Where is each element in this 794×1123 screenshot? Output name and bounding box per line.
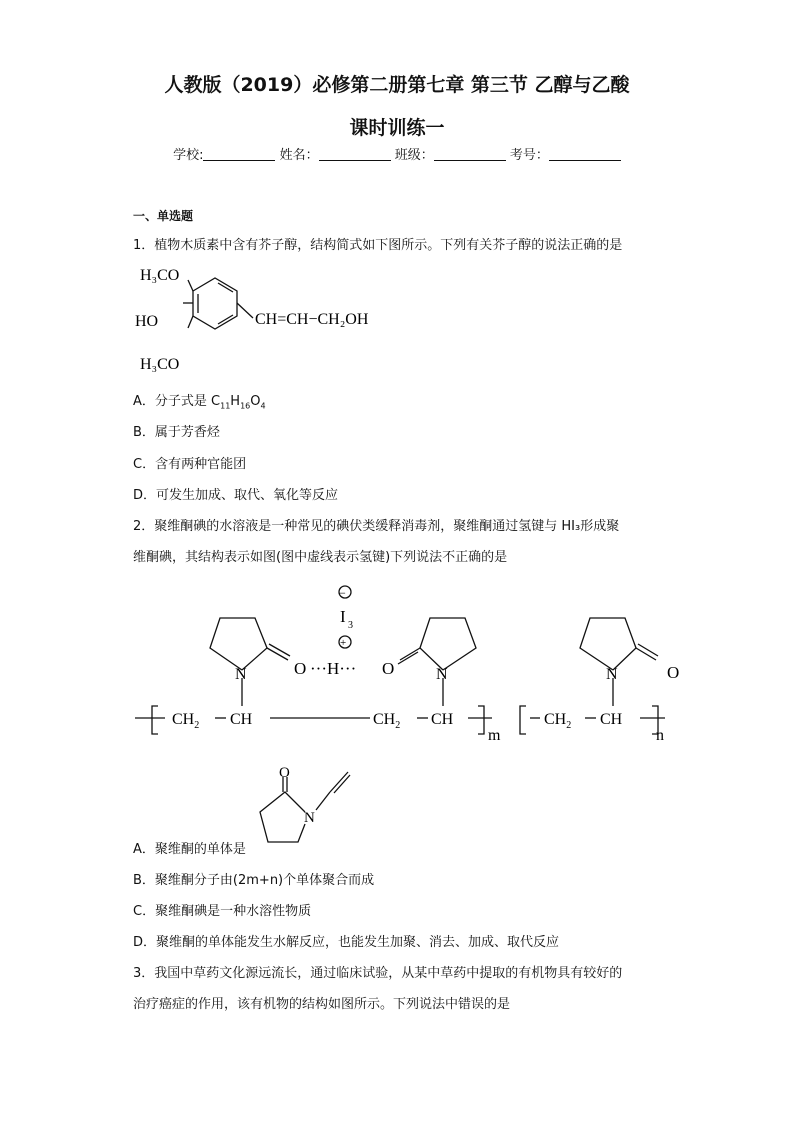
- question-3-stem-line2: 治疗癌症的作用，该有机物的结构如图所示。下列说法中错误的是: [133, 997, 511, 1012]
- ch2-a: $CH_2$: [172, 711, 200, 731]
- ring-n-3: N: [606, 666, 618, 683]
- q1-option-a-sub-c: 11: [220, 401, 231, 411]
- question-2-stem-line1: 2．聚维酮碘的水溶液是一种常见的碘伏类缓释消毒剂，聚维酮通过氢键与 HI₃形成聚: [133, 519, 620, 534]
- q1-option-a-sub-o: 4: [260, 401, 266, 411]
- carbonyl-o-2: O: [382, 659, 395, 678]
- monomer-n: N: [304, 810, 315, 826]
- subscript-n: n: [656, 727, 664, 744]
- carbonyl-o-3: O: [667, 663, 680, 682]
- q1-option-a-sub-h: 16: [240, 401, 251, 411]
- question-2-stem-line2: 维酮碘，其结构表示如图(图中虚线表示氢键)下列说法不正确的是: [133, 550, 508, 565]
- ch-a: CH: [230, 711, 253, 728]
- ring-3: [580, 618, 636, 670]
- question-3-stem-line1: 3．我国中草药文化源远流长，通过临床试验，从某中草药中提取的有机物具有较好的: [133, 966, 623, 981]
- methoxy-top: H₃CO: [140, 267, 180, 284]
- question-1-stem: 1．植物木质素中含有芥子醇，结构简式如下图所示。下列有关芥子醇的说法正确的是: [133, 238, 623, 253]
- iodide-minus-sign: −: [339, 586, 346, 600]
- q1-option-b[interactable]: B．属于芳香烃: [133, 425, 220, 440]
- ch-b: CH: [431, 711, 454, 728]
- page-title: 人教版（2019）必修第二册第七章 第三节 乙醇与乙酸: [164, 74, 630, 96]
- student-info-line: [0, 144, 794, 163]
- exam-no-blank: [549, 147, 621, 161]
- iodine-subscript: 3: [348, 620, 353, 631]
- ch2-b: $CH_2$: [373, 711, 401, 731]
- name-blank: [319, 147, 391, 161]
- carbonyl-o-1: O: [294, 659, 307, 678]
- monomer-structure: [250, 762, 360, 852]
- ch-c: CH: [600, 711, 623, 728]
- hydroxy-group: HO: [135, 313, 159, 330]
- q2-option-a[interactable]: A．聚维酮的单体是: [133, 842, 246, 857]
- ring-1: [210, 618, 267, 670]
- q1-option-d[interactable]: D．可发生加成、取代、氧化等反应: [133, 488, 339, 503]
- q1-option-c[interactable]: C．含有两种官能团: [133, 457, 247, 472]
- ring-2: [420, 618, 476, 670]
- q1-option-a-text: A．分子式是 C: [133, 394, 221, 409]
- q1-option-a[interactable]: [133, 390, 266, 411]
- page-subtitle: 课时训练一: [349, 117, 445, 139]
- section-heading: 一、单选题: [133, 209, 194, 223]
- q1-option-a-h: H: [230, 394, 241, 409]
- q2-option-d[interactable]: D．聚维酮的单体能发生水解反应，也能发生加聚、消去、加成、取代反应: [133, 935, 560, 950]
- q2-option-b[interactable]: B．聚维酮分子由(2m+n)个单体聚合而成: [133, 873, 375, 888]
- class-label: 班级：: [394, 148, 434, 163]
- povidone-iodine-structure: [130, 578, 690, 748]
- exam-no-label: 考号：: [509, 148, 549, 163]
- benzene-ring: [193, 278, 237, 329]
- methoxy-bottom: H₃CO: [140, 356, 180, 373]
- ring-n-2: N: [436, 666, 448, 683]
- school-label: 学校:: [173, 148, 204, 163]
- q2-option-c[interactable]: C．聚维酮碘是一种水溶性物质: [133, 904, 312, 919]
- class-blank: [434, 147, 506, 161]
- hydrogen-bond: ···H···: [310, 659, 357, 678]
- iodine-label: I: [340, 607, 346, 626]
- school-blank: [203, 147, 275, 161]
- subscript-m: m: [488, 727, 501, 744]
- ch2-c: $CH_2$: [544, 711, 572, 731]
- sinapyl-alcohol-structure: [133, 258, 403, 378]
- ring-n-1: N: [235, 666, 247, 683]
- side-chain: CH=CH−CH₂OH: [255, 311, 369, 328]
- monomer-o: O: [279, 765, 290, 781]
- name-label: 姓名：: [279, 148, 319, 163]
- q1-option-a-o: O: [250, 394, 261, 409]
- plus-sign: +: [340, 637, 347, 649]
